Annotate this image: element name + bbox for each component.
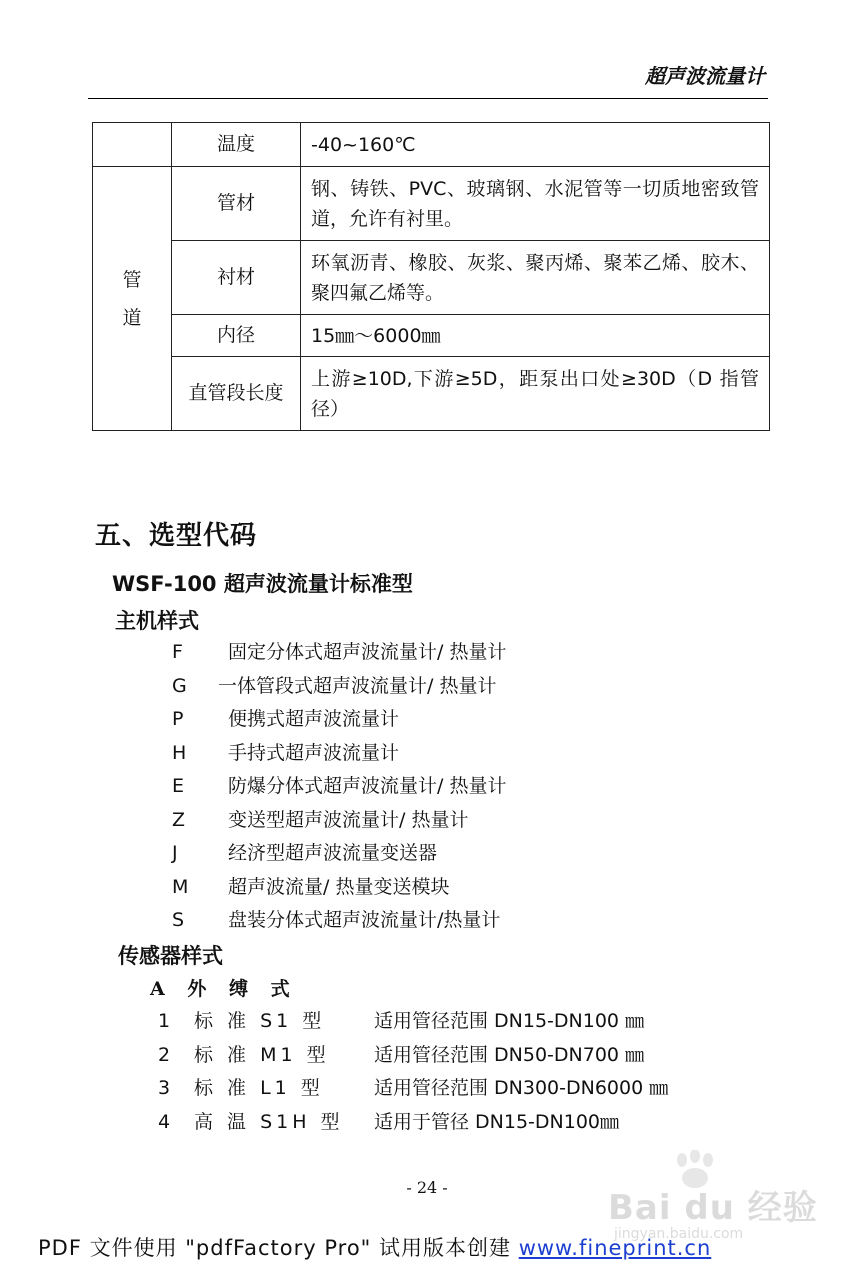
host-code: M: [172, 876, 189, 898]
host-code: H: [172, 742, 187, 764]
section-title: 五、选型代码: [95, 521, 258, 551]
group-label-char: 管: [122, 268, 142, 291]
watermark-url: jingyan.baidu.com: [614, 1226, 744, 1242]
group-label-pipe: [93, 167, 172, 431]
sensor-num: 4: [158, 1111, 171, 1133]
clamp-on-title: A 外 缚 式: [150, 978, 298, 1000]
host-code: F: [172, 641, 183, 663]
row-value-temperature: -40~160℃: [301, 123, 770, 167]
host-desc: 一体管段式超声波流量计/ 热量计: [218, 675, 497, 697]
host-style-title: 主机样式: [115, 609, 199, 633]
sensor-num: 3: [158, 1077, 171, 1099]
row-key-inner-diameter: 内径: [172, 315, 301, 357]
host-desc: 防爆分体式超声波流量计/ 热量计: [228, 775, 507, 797]
row-key-lining: 衬材: [172, 241, 301, 315]
sensor-range: 适用管径范围 DN50-DN700 ㎜: [374, 1044, 645, 1066]
sensor-name: 高 温 S1H 型: [194, 1111, 344, 1133]
sensor-range: 适用管径范围 DN300-DN6000 ㎜: [374, 1077, 669, 1099]
host-desc: 便携式超声波流量计: [228, 708, 400, 730]
row-value-straight-length: 上游≥10D,下游≥5D，距泵出口处≥30D（D 指管径）: [301, 357, 770, 431]
sensor-style-title: 传感器样式: [118, 944, 223, 968]
header-rule: [88, 98, 768, 99]
table-row: [93, 167, 770, 241]
host-code: E: [172, 775, 185, 797]
model-title: WSF-100 超声波流量计标准型: [112, 572, 413, 596]
host-code: J: [172, 842, 178, 864]
row-value-pipe-material: 钢、铸铁、PVC、玻璃钢、水泥管等一切质地密致管道，允许有衬里。: [301, 167, 770, 241]
host-desc: 超声波流量/ 热量变送模块: [228, 876, 450, 898]
sensor-num: 1: [158, 1010, 171, 1032]
watermark-text: Bai du 经验: [608, 1188, 818, 1228]
footer-link[interactable]: www.fineprint.cn: [518, 1236, 712, 1260]
footer-text: PDF 文件使用 "pdfFactory Pro" 试用版本创建: [38, 1236, 519, 1260]
sensor-range: 适用于管径 DN15-DN100㎜: [374, 1111, 620, 1133]
host-desc: 固定分体式超声波流量计/ 热量计: [228, 641, 507, 663]
row-key-straight-length: 直管段长度: [172, 357, 301, 431]
table-row: [93, 357, 770, 431]
host-desc: 变送型超声波流量计/ 热量计: [228, 809, 469, 831]
group-label-char: 道: [122, 306, 142, 329]
sensor-num: 2: [158, 1044, 171, 1066]
table-row: [93, 315, 770, 357]
table-cell-empty: [93, 123, 172, 167]
table-row: [93, 123, 770, 167]
running-header-title: 超声波流量计: [645, 64, 765, 88]
host-code: P: [172, 708, 184, 730]
host-code: Z: [172, 809, 186, 831]
sensor-name: 标 准 L1 型: [194, 1077, 324, 1099]
table-row: [93, 241, 770, 315]
row-value-lining: 环氧沥青、橡胶、灰浆、聚丙烯、聚苯乙烯、胶木、聚四氟乙烯等。: [301, 241, 770, 315]
pdf-footer: [38, 1232, 711, 1262]
row-key-pipe-material: 管材: [172, 167, 301, 241]
host-desc: 经济型超声波流量变送器: [228, 842, 438, 864]
host-desc: 手持式超声波流量计: [228, 742, 400, 764]
row-key-temperature: 温度: [172, 123, 301, 167]
host-code: G: [172, 675, 187, 697]
sensor-range: 适用管径范围 DN15-DN100 ㎜: [374, 1010, 645, 1032]
page-number: - 24 -: [406, 1178, 448, 1197]
sensor-name: 标 准 M1 型: [194, 1044, 330, 1066]
row-value-inner-diameter: 15㎜～6000㎜: [301, 315, 770, 357]
sensor-name: 标 准 S1 型: [194, 1010, 326, 1032]
spec-table: [92, 122, 770, 431]
host-desc: 盘装分体式超声波流量计/热量计: [228, 909, 501, 931]
host-code: S: [172, 909, 185, 931]
